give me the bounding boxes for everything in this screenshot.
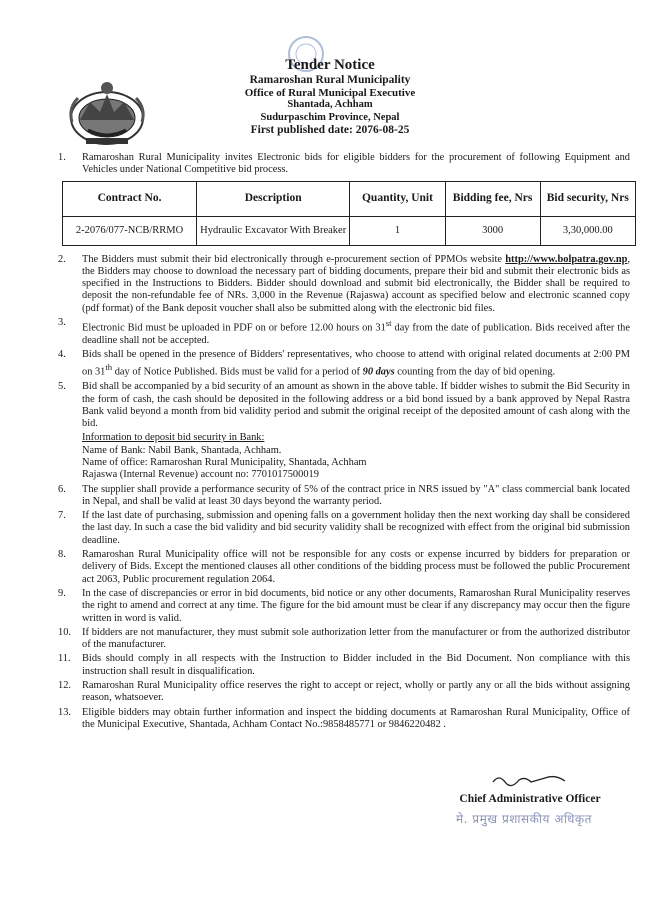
clause-1 (58, 152, 630, 177)
clause-number: 1. (58, 152, 66, 163)
clause-11 (58, 653, 630, 678)
column-header: Bidding fee, Nrs (445, 181, 540, 216)
clause-text (82, 317, 630, 347)
clause-text-part: day of Notice Published. Bids must be valid for a period of (112, 366, 363, 378)
table-cell: Hydraulic Excavator With Breaker (197, 216, 350, 245)
notice-header (160, 56, 500, 137)
clause-10 (58, 627, 630, 652)
table-cell: 3000 (445, 216, 540, 245)
clause-number: 7. (58, 510, 66, 522)
clause-number: 9. (58, 587, 66, 599)
clause-text: Bid shall be accompanied by a bid security of an amount as shown in the above table. If bidder wishes to submit the Bid Security in the form of cash, the cash should be deposited in the following address or a bid bond issued by a bank approved by Nepal Rastra Bank valid beyond a month from bid validity period and submit the original receipt of the deposited amount of cash along with the bid. (82, 381, 630, 430)
clause-text: Ramaroshan Rural Municipality office will not be responsible for any costs or expense incurred by bidders for preparation or delivery of Bids. Except the mentioned clauses all other conditions of the bidding process must be followed the public Procurement act 2063, Public procurement regulation 2064. (82, 549, 630, 585)
validity-period: 90 days (362, 366, 395, 378)
clause-number: 2. (58, 253, 66, 265)
clause-6 (58, 484, 630, 509)
contract-table (62, 181, 636, 246)
ordinal-suffix: th (105, 362, 113, 373)
clause-text (82, 349, 630, 379)
province-name: Sudurpaschim Province, Nepal (260, 111, 400, 123)
clause-text: Bids should comply in all respects with the Instruction to Bidder included in the Bid Document. Non compliance with this instruction shall result in disqualification. (82, 653, 630, 677)
office-name: Office of Rural Municipal Executive (244, 86, 416, 99)
column-header: Quantity, Unit (350, 181, 445, 216)
clause-text-part: day from the date of publication. Bids received after the deadline shall not be accepted. (82, 322, 630, 346)
clause-text-part: Electronic Bid must be uploaded in PDF on or before 12.00 hours on 31 (82, 322, 386, 334)
bank-information (58, 432, 630, 481)
clause-number: 6. (58, 483, 66, 495)
clause-number: 3. (58, 317, 66, 329)
notice-body (58, 152, 630, 733)
clause-text: Eligible bidders may obtain further information and inspect the bidding documents at Ramaroshan Rural Municipality, Office of the Municipal Executive, Shantada, Achham Contact No.:9858485771 or 9846220482 . (82, 706, 630, 730)
account-label: Rajaswa (Internal Revenue) account no: (82, 469, 252, 481)
clause-text-part: counting from the day of bid opening. (394, 366, 556, 378)
clause-2 (58, 254, 630, 315)
column-header: Contract No. (63, 181, 197, 216)
clause-8 (58, 549, 630, 586)
clause-text: Ramaroshan Rural Municipality invites Electronic bids for eligible bidders for the procurement of following Equipment and Vehicles under National Competitive bid process. (82, 152, 630, 176)
clause-number: 4. (58, 349, 66, 361)
clause-number: 11. (58, 653, 71, 665)
clause-7 (58, 510, 630, 547)
clause-5 (58, 381, 630, 430)
municipality-name: Ramaroshan Rural Municipality (249, 74, 411, 86)
handwritten-signature (485, 772, 575, 788)
clause-number: 13. (58, 706, 71, 718)
published-date: First published date: 2076-08-25 (250, 124, 410, 136)
table-header-row (63, 181, 636, 216)
bank-name: Name of Bank: Nabil Bank, Shantada, Achham. (82, 444, 282, 456)
clause-number: 10. (58, 626, 71, 638)
clause-text (82, 254, 630, 315)
table-cell: 1 (350, 216, 445, 245)
ordinal-suffix: st (385, 318, 392, 329)
clause-text: If the last date of purchasing, submission and opening falls on a government holiday then the next working day shall be considered the last day. In such a case the bid validity and bid security validity shall be recognized with effect from the original bid submission deadline. (82, 510, 630, 546)
clause-9 (58, 588, 630, 625)
clause-text: In the case of discrepancies or error in bid documents, bid notice or any other documents, Ramaroshan Rural Municipality reserves the right to amend and correct at any time. The figure for the bid amount must be clear if any discrepancy may occur then the figure written in word is valid. (82, 587, 630, 624)
table-cell: 2-2076/077-NCB/RRMO (63, 216, 197, 245)
clause-4 (58, 349, 630, 379)
nepal-emblem-icon (66, 78, 148, 148)
column-header: Description (197, 181, 350, 216)
clause-text-part: Bids shall be opened in the presence of Bidders' representatives, who choose to attend with original related documents at 2:00 PM on 31 (82, 349, 630, 378)
clause-13 (58, 707, 630, 732)
table-row (63, 216, 636, 245)
table-cell: 3,30,000.00 (540, 216, 635, 245)
clause-text: The supplier shall provide a performance security of 5% of the contract price in NRS issued by "A" class commercial bank located in Nepal, and shall be valid at least 30 days beyond the warranty period. (82, 483, 630, 507)
notice-title: Tender Notice (285, 57, 375, 73)
account-number: 7701017500019 (251, 469, 319, 481)
bank-info-heading: Information to deposit bid security in Bank: (82, 432, 265, 444)
clause-12 (58, 680, 630, 705)
bank-office-name: Name of office: Ramaroshan Rural Municipality, Shantada, Achham (82, 456, 367, 468)
column-header: Bid security, Nrs (540, 181, 635, 216)
officer-title: Chief Administrative Officer (459, 793, 601, 805)
clause-number: 8. (58, 549, 66, 561)
officer-stamp-text: मे. प्रमुख प्रशासकीय अधिकृत (456, 812, 592, 826)
clause-number: 12. (58, 680, 71, 692)
clause-text-part: , the Bidders may choose to download the necessary part of bidding documents, prepare their bid and submit their electronic bids as specified in the Instructions to Bidders. Bidder should download and submit bid electronically, the Bidder shall be required to deposit the non-refundable fee of NRs. 3,000 in the Revenue (Rajaswa) account as specified below and electronic scanned copy (pdf format) of the Bank deposit voucher shall also be submitted along with the electronic bid files. (82, 253, 630, 314)
signature-block (430, 772, 630, 805)
office-address: Shantada, Achham (287, 99, 373, 110)
clause-text: Ramaroshan Rural Municipality office reserves the right to accept or reject, wholly or partly any or all the bids without assigning reason, whatsoever. (82, 680, 630, 704)
clause-text-part: The Bidders must submit their bid electronically through e-procurement section of PPMOs website (82, 253, 506, 265)
clause-number: 5. (58, 381, 66, 393)
bank-account (82, 469, 630, 481)
clause-3 (58, 317, 630, 347)
bolpatra-link[interactable]: http://www.bolpatra.gov.np (505, 253, 628, 265)
clause-text: If bidders are not manufacturer, they must submit sole authorization letter from the manufacturer or from the authorized distributor of the manufacturer. (82, 626, 630, 651)
